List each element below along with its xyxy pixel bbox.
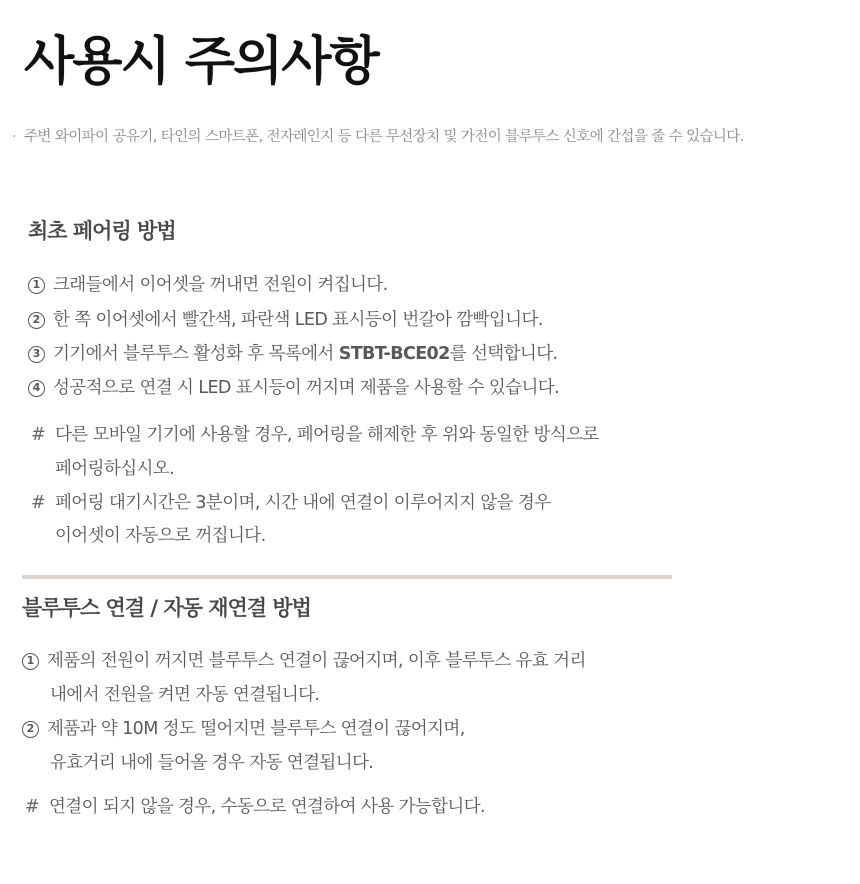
- step-number-3: 3: [28, 346, 45, 363]
- step-text: 기기에서 블루투스 활성화 후 목록에서: [53, 344, 339, 364]
- step-text: 제품의 전원이 꺼지면 블루투스 연결이 끊어지며, 이후 블루투스 유효 거리: [47, 651, 586, 671]
- pairing-note-1-cont: 페어링하십시오.: [55, 459, 175, 479]
- note-mark: #: [31, 493, 46, 513]
- step-number-1: 1: [28, 277, 45, 294]
- step-number-2: 2: [22, 721, 39, 738]
- interference-notice: [12, 127, 860, 147]
- reconnect-step-2-cont: 유효거리 내에 들어올 경우 자동 연결됩니다.: [50, 753, 374, 773]
- page-title: 사용시 주의사항: [24, 32, 378, 92]
- note-mark: #: [25, 797, 40, 817]
- pairing-step-1: [28, 272, 388, 298]
- model-name: STBT-BCE02: [338, 344, 450, 364]
- step-text: 제품과 약 10M 정도 떨어지면 블루투스 연결이 끊어지며,: [47, 719, 465, 739]
- pairing-note-2-cont: 이어셋이 자동으로 꺼집니다.: [55, 526, 266, 546]
- step-text: 한 쪽 이어셋에서 빨간색, 파란색 LED 표시등이 번갈아 깜빡입니다.: [53, 310, 543, 330]
- reconnect-note: [25, 794, 485, 820]
- pairing-step-3: [28, 341, 557, 367]
- step-number-2: 2: [28, 312, 45, 329]
- pairing-note-2: [31, 490, 550, 516]
- step-text: 를 선택합니다.: [449, 344, 558, 364]
- step-number-4: 4: [28, 380, 45, 397]
- note-text: 페어링 대기시간은 3분이며, 시간 내에 연결이 이루어지지 않을 경우: [55, 493, 551, 513]
- step-text: 성공적으로 연결 시 LED 표시등이 꺼지며 제품을 사용할 수 있습니다.: [53, 378, 560, 398]
- note-text: 연결이 되지 않을 경우, 수동으로 연결하여 사용 가능합니다.: [49, 797, 485, 817]
- pairing-step-4: [28, 375, 559, 401]
- reconnect-step-1-cont: 내에서 전원을 켜면 자동 연결됩니다.: [50, 685, 320, 705]
- note-text: 다른 모바일 기기에 사용할 경우, 페어링을 해제한 후 위와 동일한 방식으로: [55, 425, 599, 445]
- reconnect-step-2: [22, 716, 465, 742]
- reconnect-heading: 블루투스 연결 / 자동 재연결 방법: [22, 596, 311, 620]
- section-divider: [22, 575, 672, 579]
- notice-bullet: ·: [12, 129, 17, 145]
- reconnect-step-1: [22, 648, 586, 674]
- pairing-step-2: [28, 307, 543, 333]
- step-text: 크래들에서 이어셋을 꺼내면 전원이 켜집니다.: [53, 275, 388, 295]
- note-mark: #: [31, 425, 46, 445]
- notice-text: 주변 와이파이 공유기, 타인의 스마트폰, 전자레인지 등 다른 무선장치 및 가전이 블루투스 신호에 간섭을 줄 수 있습니다.: [24, 129, 744, 145]
- pairing-heading: 최초 페어링 방법: [28, 219, 176, 243]
- pairing-note-1: [31, 422, 599, 448]
- step-number-1: 1: [22, 653, 39, 670]
